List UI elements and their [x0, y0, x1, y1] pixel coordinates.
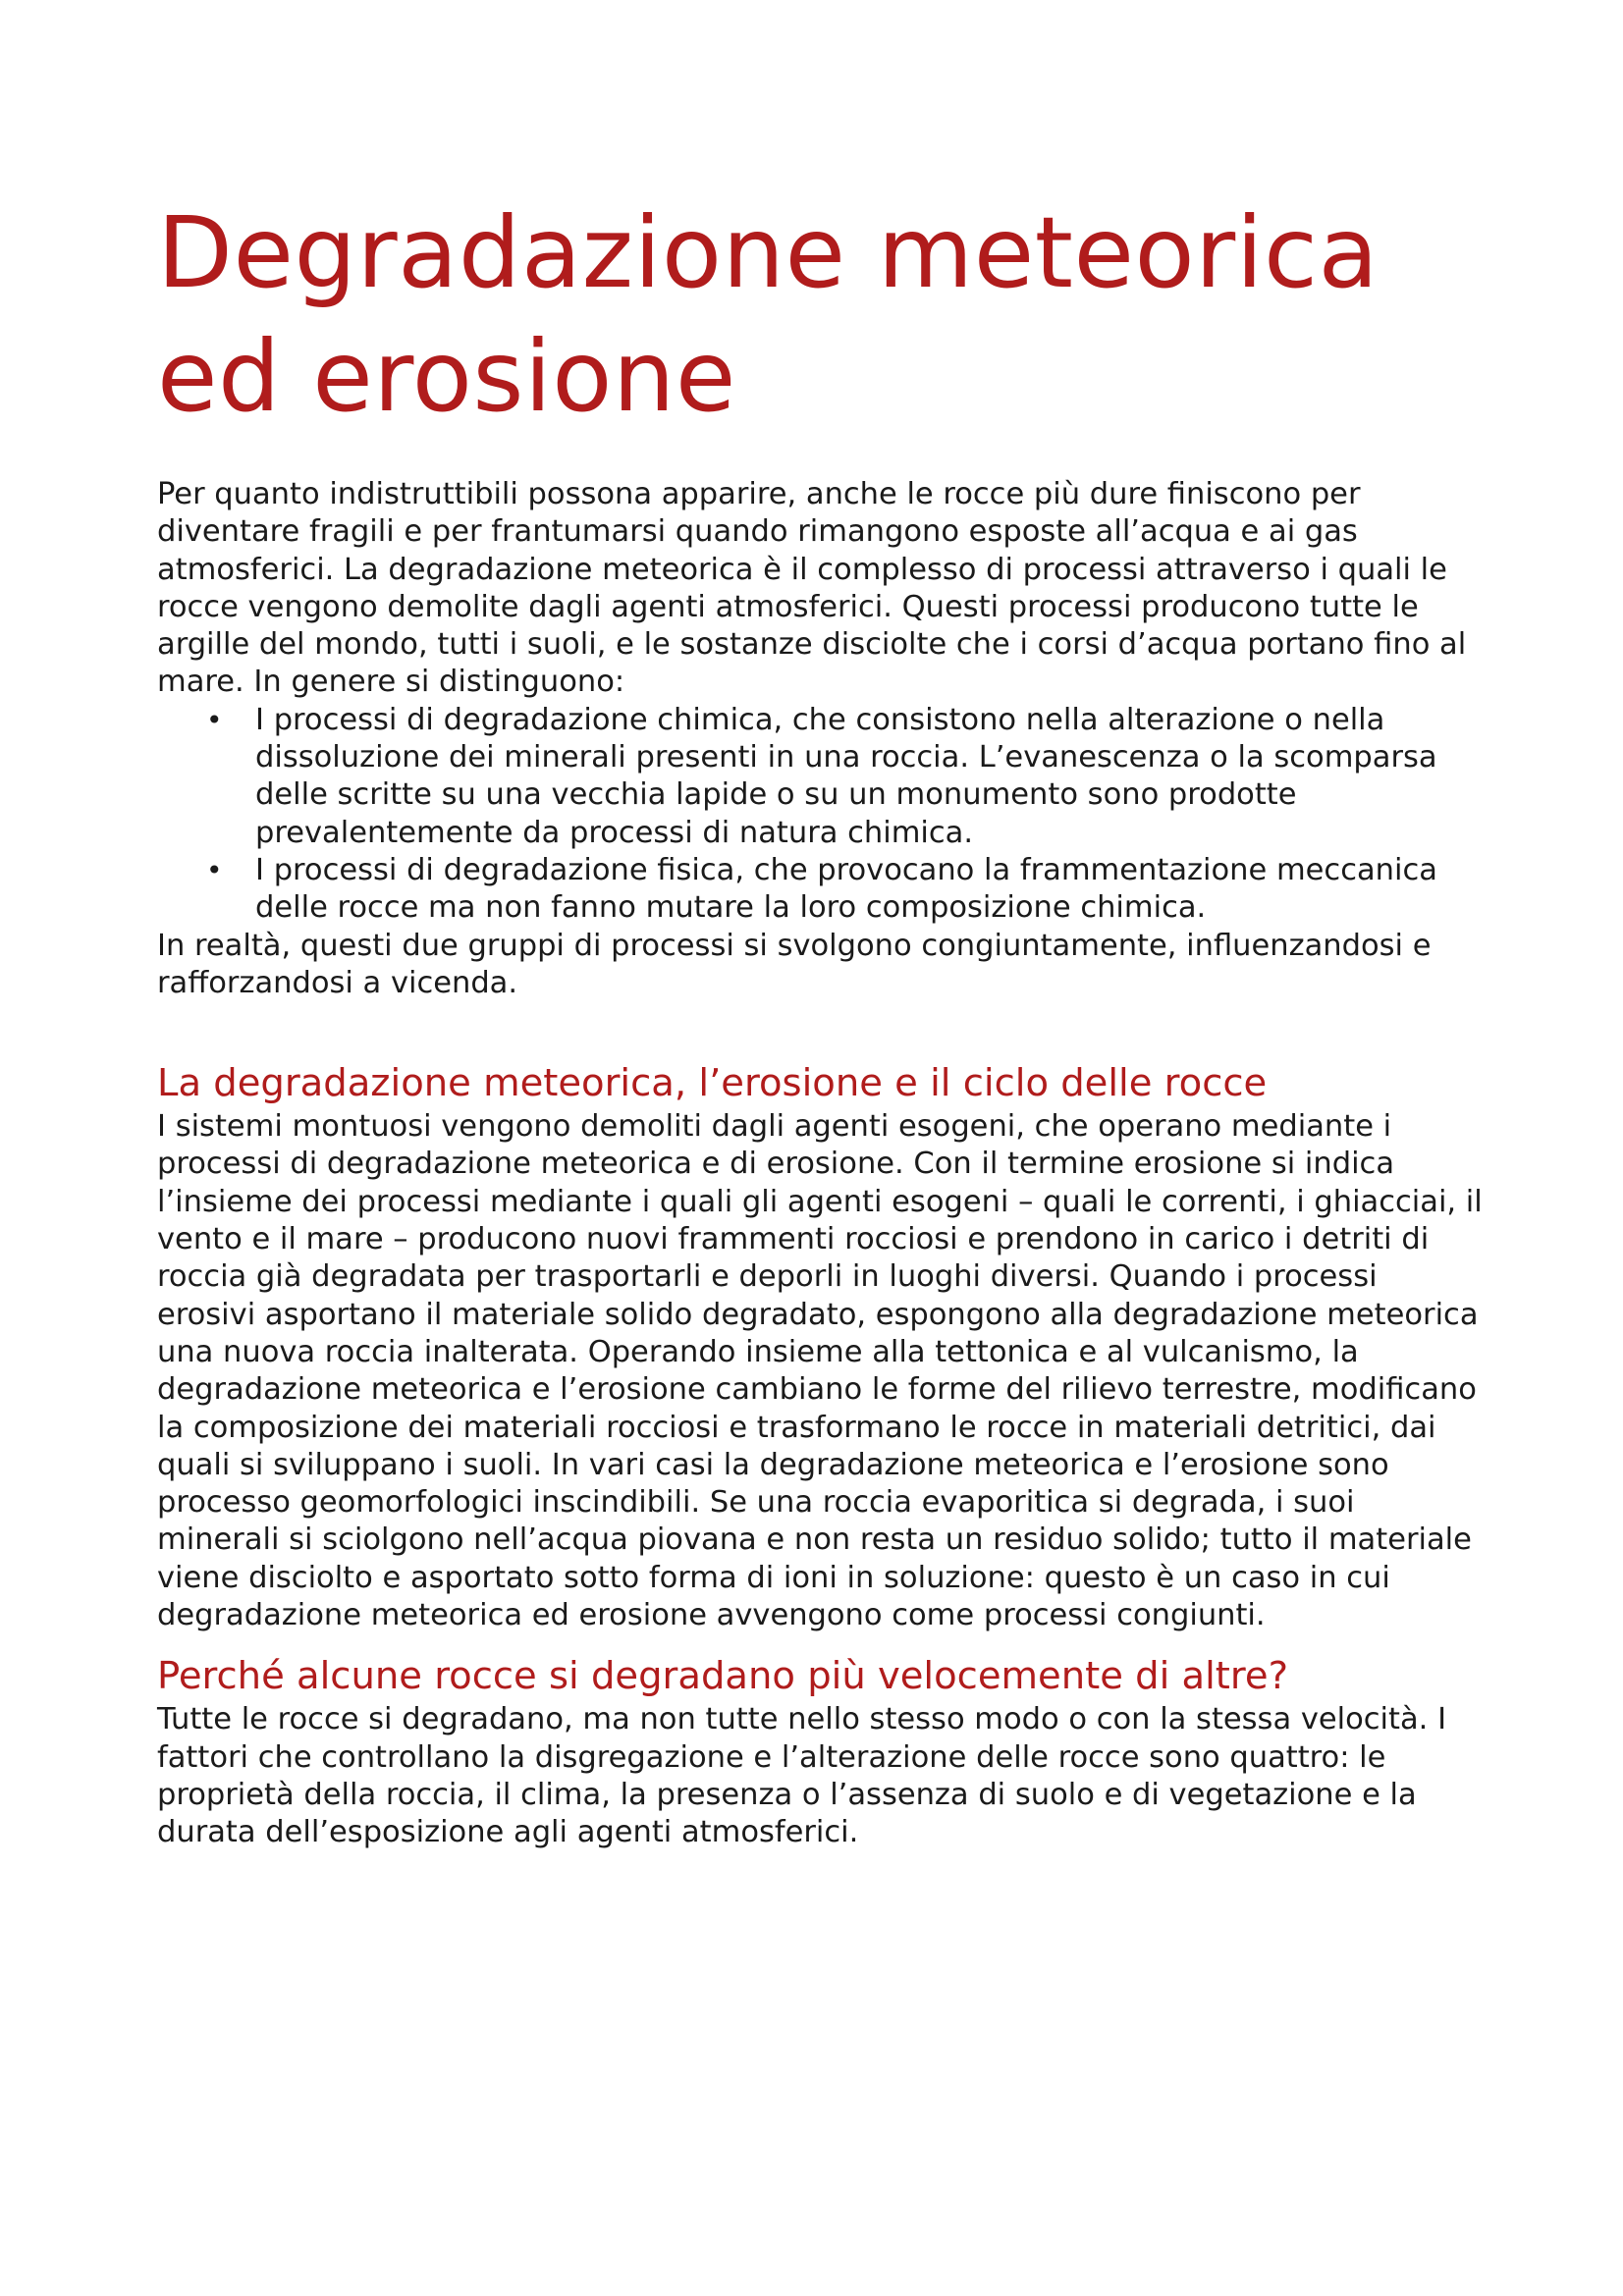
section-heading-cycle: La degradazione meteorica, l’erosione e il ciclo delle rocce [157, 1061, 1268, 1106]
document-title [157, 191, 1483, 439]
section-heading-speed: Perché alcune rocce si degradano più velocemente di altre? [157, 1654, 1289, 1699]
bullet-item-chemical [206, 702, 1483, 852]
document-page [157, 191, 1483, 1852]
bullet-icon: • [206, 703, 223, 736]
bullet-list [157, 702, 1483, 928]
intro-paragraph: Per quanto indistruttibili possona apparire, anche le rocce più dure finiscono per diventare fragili e per frantumarsi quando rimangono esposte all’acqua e ai gas atmosferici. La degradazione meteorica è il complesso di processi attraverso i quali le rocce vengono demolite dagli agenti atmosferici. Questi processi producono tutte le argille del mondo, tutti i suoli, e le sostanze disciolte che i corsi d’acqua portano fino al mare. In genere si distinguono: [157, 477, 1467, 700]
bullet-icon: • [206, 853, 223, 886]
section-body-cycle: I sistemi montuosi vengono demoliti dagli agenti esogeni, che operano mediante i processi di degradazione meteorica e di erosione. Con il termine erosione si indica l’insieme dei processi mediante i quali gli agenti esogeni – quali le correnti, i ghiacciai, il vento e il mare – producono nuovi frammenti rocciosi e prendono in carico i detriti di roccia già degradata per trasportarli e deporli in luoghi diversi. Quando i processi erosivi asportano il materiale solido degradato, espongono alla degradazione meteorica una nuova roccia inalterata. Operando insieme alla tettonica e al vulcanismo, la degradazione meteorica e l’erosione cambiano le forme del rilievo terrestre, modificano la composizione dei materiali rocciosi e trasformano le rocce in materiali detritici, dai quali si sviluppano i suoli. In vari casi la degradazione meteorica e l’erosione sono processo geomorfologici inscindibili. Se una roccia evaporitica si degrada, i suoi minerali si sciolgono nell’acqua piovana e non resta un residuo solido; tutto il materiale viene disciolto e asportato sotto forma di ioni in soluzione: questo è un caso in cui degradazione meteorica ed erosione avvengono come processi congiunti. [157, 1109, 1483, 1633]
bullet-item-physical [206, 852, 1483, 928]
after-bullets-paragraph: In realtà, questi due gruppi di processi si svolgono congiuntamente, influenzandosi e rafforzandosi a vicenda. [157, 928, 1432, 1000]
bullet-text: I processi di degradazione chimica, che consistono nella alterazione o nella dissoluzione dei minerali presenti in una roccia. L’evanescenza o la scomparsa delle scritte su una vecchia lapide o su un monumento sono prodotte prevalentemente da processi di natura chimica. [255, 702, 1437, 850]
section-body-speed: Tutte le rocce si degradano, ma non tutte nello stesso modo o con la stessa velocità. I fattori che controllano la disgregazione e l’alterazione delle rocce sono quattro: le proprietà della roccia, il clima, la presenza o l’assenza di suolo e di vegetazione e la durata dell’esposizione agli agenti atmosferici. [157, 1702, 1447, 1850]
bullet-text: I processi di degradazione fisica, che provocano la frammentazione meccanica delle rocce ma non fanno mutare la loro composizione chimica. [255, 852, 1437, 926]
title-line-1: Degradazione meteorica [157, 195, 1380, 310]
title-line-2: ed erosione [157, 319, 736, 434]
